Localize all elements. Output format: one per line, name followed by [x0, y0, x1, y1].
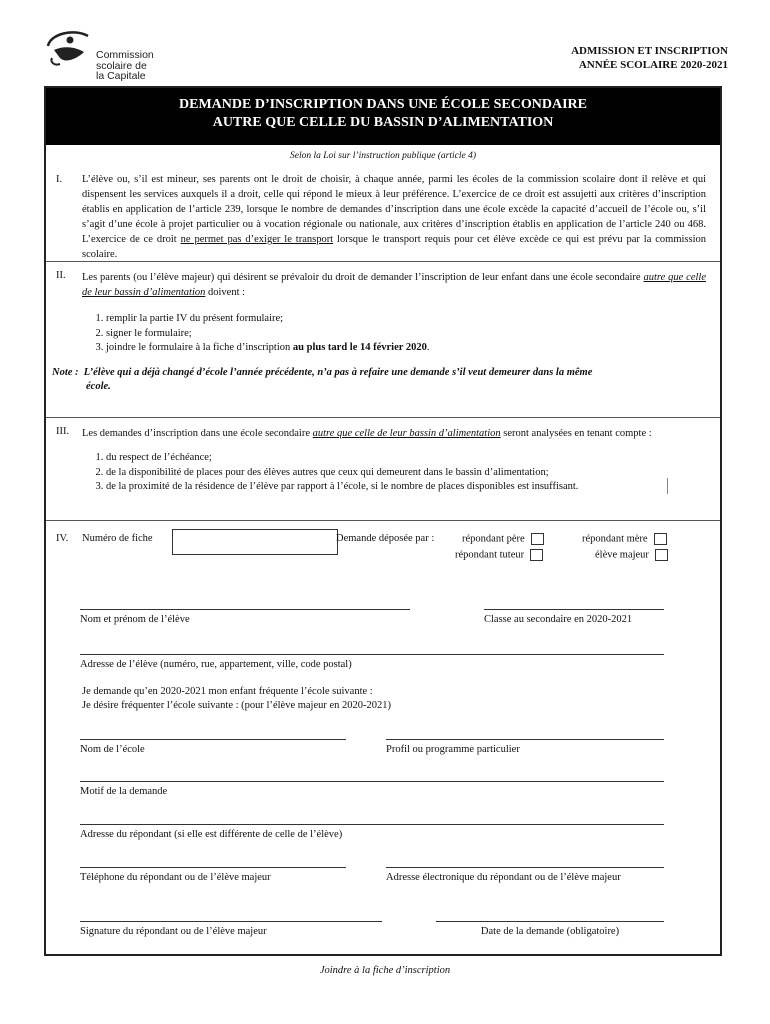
list-item: 3. joindre le formulaire à la fiche d’inscription au plus tard le 14 février 2020. [106, 341, 706, 356]
option-adult-student: élève majeur [595, 549, 668, 561]
list-item: 1. remplir la partie IV du présent formulaire; [106, 312, 706, 327]
section-2-text: Les parents (ou l’élève majeur) qui désirent se prévaloir du droit de demander l’inscription de leur enfant dans une école secondaire autre que celle de leur bassin d’alimentation doivent : [82, 272, 706, 298]
reason-field[interactable]: Motif de la demande [80, 770, 664, 797]
header-row [82, 529, 706, 569]
divider [667, 478, 668, 494]
signature-field[interactable]: Signature du répondant ou de l’élève majeur [80, 910, 382, 937]
law-reference: Selon la Loi sur l’instruction publique (article 4) [289, 151, 477, 161]
option-guardian: répondant tuteur [455, 549, 543, 561]
father-checkbox[interactable] [531, 533, 544, 545]
mother-checkbox[interactable] [654, 533, 667, 545]
fiche-number-input[interactable] [172, 529, 338, 555]
header-line-admission: ADMISSION ET INSCRIPTION [571, 45, 728, 57]
respondent-address-field[interactable]: Adresse du répondant (si elle est différente de celle de l’élève) [80, 813, 664, 840]
list-item: 3. de la proximité de la résidence de l’élève par rapport à l’école, si le nombre de places disponibles est insuffisant. [106, 480, 706, 495]
document-header [571, 44, 728, 72]
option-father: répondant père [462, 533, 544, 545]
student-name-field[interactable]: Nom et prénom de l’élève [80, 598, 410, 625]
note: Note : L’élève qui a déjà changé d’école l’année précédente, n’a pas à refaire une demande s’il veut demeurer dans la même école. [52, 366, 593, 392]
header-line-year: ANNÉE SCOLAIRE 2020-2021 [578, 59, 728, 71]
logo-wordmark: Commission scolaire de la Capitale [96, 49, 154, 82]
section-numeral: III. [56, 426, 70, 437]
school-name-field[interactable]: Nom de l’école [80, 728, 346, 755]
section-1 [46, 145, 720, 262]
organization-logo [44, 26, 174, 84]
section-1-text: L’élève ou, s’il est mineur, ses parents ont le droit de choisir, à chaque année, parmi les écoles de la commission scolaire dont il relève et qui dispensent les services auxquels il a droit, celle qui répond le mieux à leur préférence. L’exercice de ce droit est assujetti aux critères d’inscription établis en application de l’article 239, lorsque le nombre de demandes d’inscription dans une école excède la capacité d’accueil de l’école ou, s’il s’agit d’une école à projet particulier ou à vocation régionale ou nationale, aux critères d’inscription établis en application de l’article 240 ou 468. L’exercice de ce droit ne permet pas d’exiger le transport lorsque le transport requis pour cet élève excède ce qui est prévu par la commission scolaire. [82, 174, 707, 260]
section-numeral: IV. [56, 533, 69, 544]
footer-instruction: Joindre à la fiche d’inscription [319, 965, 451, 976]
section-numeral: II. [56, 270, 66, 281]
logo-emblem-icon [44, 28, 94, 68]
profile-field[interactable]: Profil ou programme particulier [386, 728, 664, 755]
section-4 [46, 521, 720, 569]
section-2-steps [82, 312, 706, 356]
phone-field[interactable]: Téléphone du répondant ou de l’élève majeur [80, 856, 346, 883]
section-2 [46, 262, 720, 418]
email-field[interactable]: Adresse électronique du répondant ou de l’élève majeur [386, 856, 664, 883]
section-3-text: Les demandes d’inscription dans une école secondaire autre que celle de leur bassin d’alimentation seront analysées en tenant compte : [82, 428, 652, 439]
grade-field[interactable]: Classe au secondaire en 2020-2021 [484, 598, 664, 625]
list-item: 1. du respect de l’échéance; [106, 451, 706, 466]
guardian-checkbox[interactable] [530, 549, 543, 561]
form-title: DEMANDE D’INSCRIPTION DANS UNE ÉCOLE SECONDAIRE AUTRE QUE CELLE DU BASSIN D’ALIMENTATION [46, 88, 720, 145]
option-mother: répondant mère [582, 533, 667, 545]
section-3 [46, 418, 720, 521]
section-3-criteria [82, 451, 706, 495]
adult-student-checkbox[interactable] [655, 549, 668, 561]
form-frame [44, 86, 722, 956]
list-item: 2. de la disponibilité de places pour des élèves autres que ceux qui demeurent dans le bassin d’alimentation; [106, 466, 706, 481]
section-numeral: I. [56, 174, 63, 185]
date-field[interactable]: Date de la demande (obligatoire) [436, 910, 664, 937]
filed-by-label: Demande déposée par : [336, 533, 435, 544]
list-item: 2. signer le formulaire; [106, 327, 706, 342]
fiche-label: Numéro de fiche [82, 533, 153, 544]
transport-notice: ne permet pas d’exiger le transport [180, 234, 334, 245]
student-address-field[interactable]: Adresse de l’élève (numéro, rue, appartement, ville, code postal) [80, 643, 664, 670]
deadline: au plus tard le 14 février 2020 [292, 342, 427, 353]
statements: Je demande qu’en 2020-2021 mon enfant fréquente l’école suivante : Je désire fréquenter l’école suivante : (pour l’élève majeur en 2020-2021) [82, 686, 392, 711]
